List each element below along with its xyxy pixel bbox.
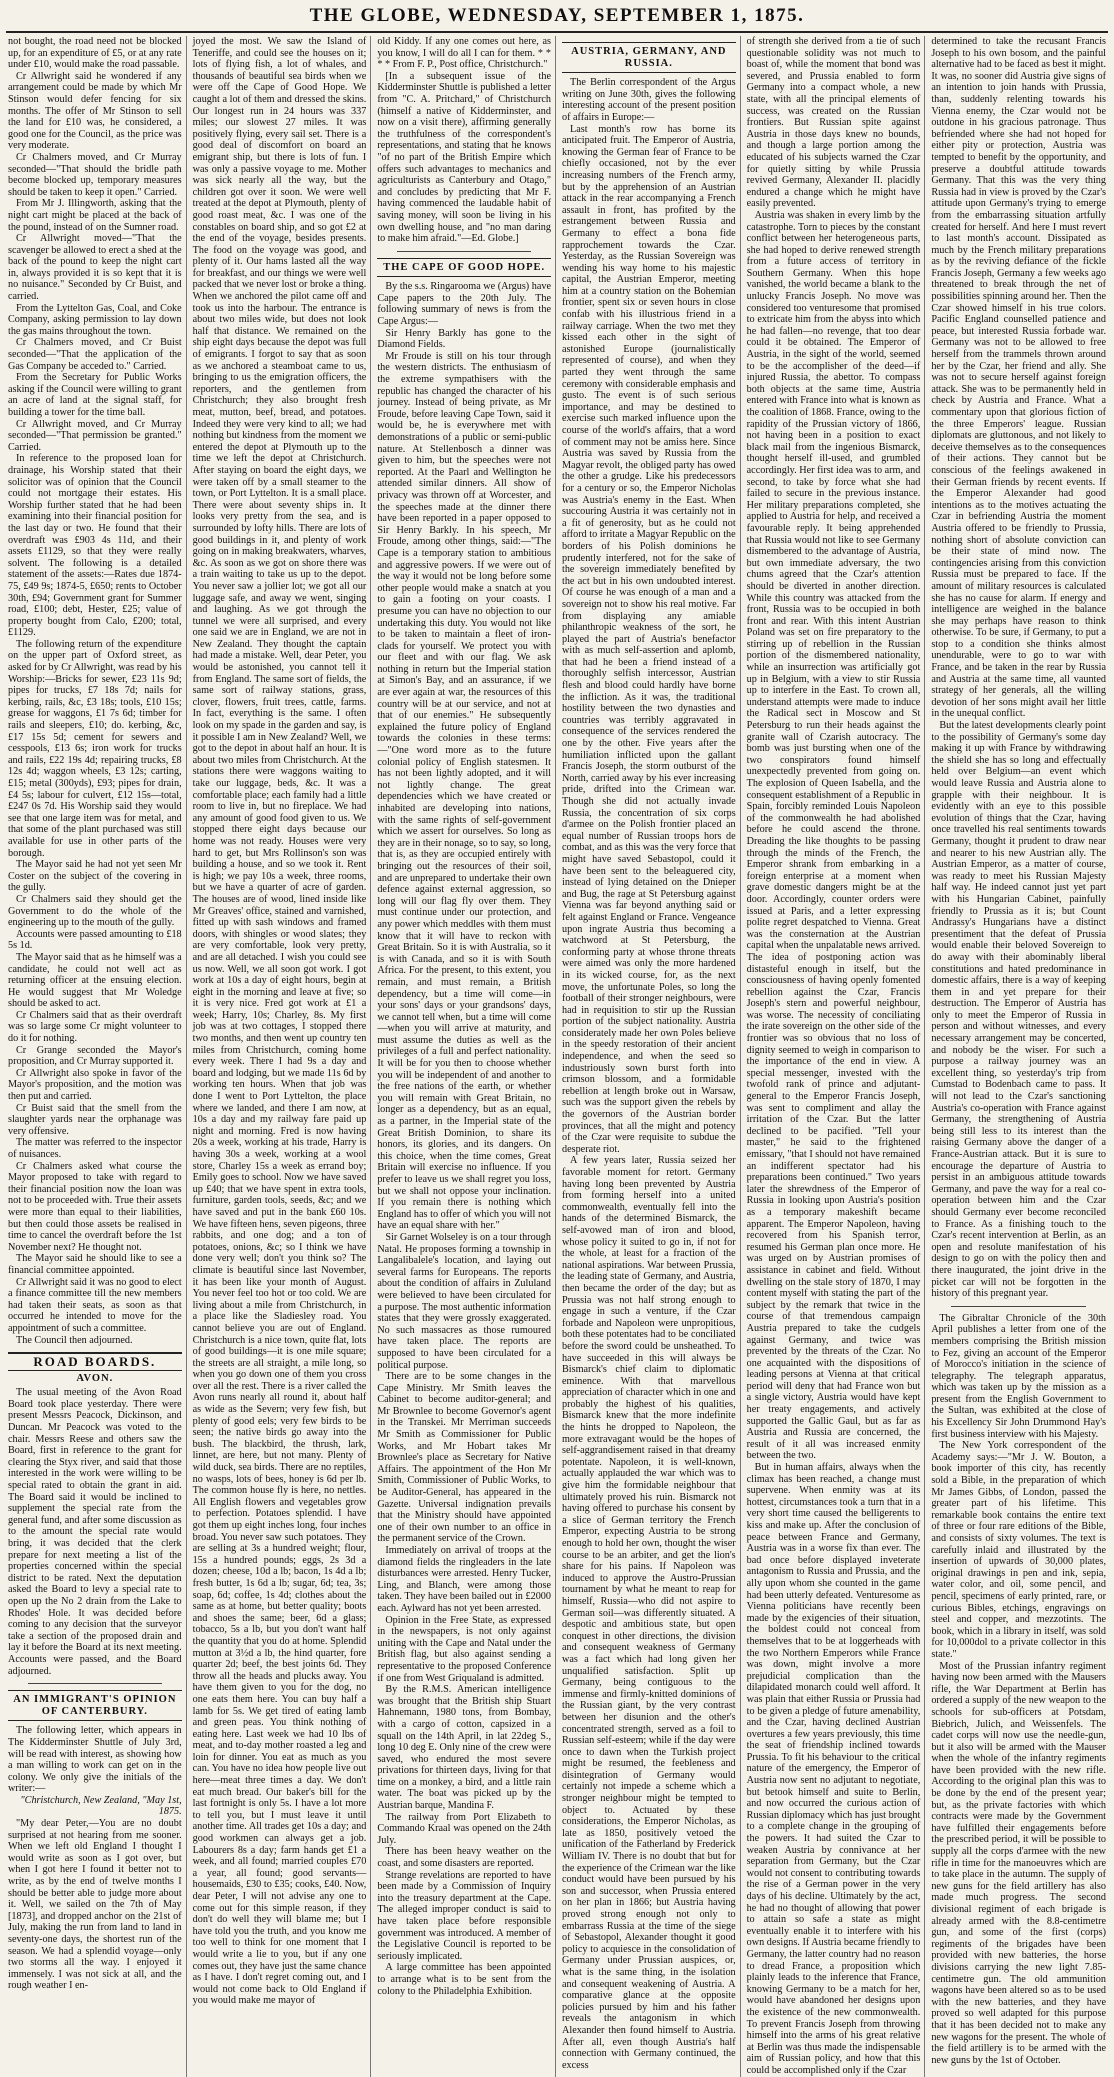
- column-1-body: [8, 36, 182, 1346]
- section-subheading-avon: AVON.: [76, 1372, 114, 1384]
- paragraph: "My dear Peter,—You are no doubt surprised at not hearing from me sooner. When we left old England I thought I would write as soon as I got over, but when I got here I found it better not to write, as by the end of twelve months I should be better able to judge more about it. Well, we sailed on the 7th of May [1873], and dropped anchor on the 21st of July, making the run from land to land in seventy-one days, the shortest run of the season. We had a splendid voyage—only two storms all the way. I enjoyed it immensely. I was not sick at all, and the rough weather I en-: [8, 1818, 182, 1992]
- paragraph: Cr Allwright moved—"That the scavenger be allowed to erect a shed at the back of the pound to keep the night cart in, always provided it is so kept that it is no nuisance." Seconded by Cr Buist, and carried.: [8, 233, 182, 303]
- paragraph: Austria was shaken in every limb by the catastrophe. Torn to pieces by the constant conflict between her heterogeneous parts, she had hoped to derive renewed strength from a future access of territory in Southern Germany. When this hope vanished, the world became a blank to the unlucky Francis Joseph. No move was considered too venturesome that promised to extricate him from the abyss into which he had fallen—no revenge, that too dear could it be obtained. The Emperor of Austria, in the sight of the world, seemed to be the accomplisher of the deed—if injured Russia, the abettor. To compass both objects at the same time, Austria entered with France into what is known as the coalition of 1868. France, owing to the rapidity of the Prussian victory of 1866, not having been in a position to exact black mail from the ingenious Bismarck, thought herself ill-used, and grumbled accordingly. Her first idea was to arm, and second, to take by force what she had failed to secure in the previous instance. Her military preparations completed, she applied to Austria for help, and received a favourable reply. It being apprehended that Russia would not like to see Germany dismembered to the advantage of Austria, but own immediate adversary, the two chums agreed that the Czar's attention should be diverted in another direction. While this country was attacked from the front, Russia was to be occupied in both front and rear. With this intent Austrian Poland was set on fire preparatory to the stirring up of rebellion in the Russian portion of the dismembered nationality, while an insurrection was artificially got up in Belgium, with a view to stir Russia up to interfere in the East. To crown all, understand attempts were made to induce the Radical sect in Moscow and St Petersburg to run their heads against the granite wall of Czarish autocracy. The bomb was just bursting when one of the two conspirators found himself unexpectedly prevented from going on. The explosion of Queen Isabella, and the consequent establishment of a Republic in Spain, forcibly reminded Louis Napoleon of the commonwealth he had abolished before he could ascend the throne. Dreading the like thoughts to be passing through the minds of the French, the Emperor shrank from embarking in a foreign enterprise at a moment when grave domestic dangers might be at the door. Accordingly, counter orders were issued at Paris, and a letter expressing polite regret despatched to Vienna. Great was the consternation at the Austrian capital when the unpalatable news arrived. The idea of postponing action was distasteful enough in itself, but the consciousness of having openly fomented rebellion against the Czar, Francis Joseph's stern and powerful neighbour, was worse. The necessity of conciliating the irate sovereign on the other side of the frontier was so obvious that no loss of dignity seemed to weigh in comparison to the importance of the end in view. A special messenger, invested with the twofold rank of prince and adjutant-general to the Emperor Francis Joseph, was sent to compliment and allay the irritation of the Czar. But the latter declined to be pacified. "Tell your master," he said to the frightened emissary, "that I should not have remained an indifferent spectator had his preparations been continued." Two years later the shrewdness of the Emperor of Russia in looking upon Austria's position as a temporary makeshift became apparent. The Emperor Napoleon, having recovered from his Spanish terror, resumed his German plan once more. He was urged on by Austrian promises of assistance in cabinet and field. Without dwelling on the stale story of 1870, I may content myself with stating the part of the subject by the remark that twice in the course of that tremendous campaign Austria prepared to take the cudgels against Germany, and twice was prevented by the threats of the Czar. No one acquainted with the dispositions of leading persons at Vienna at that critical period will deny that had France won but a single victory, Austria would have kept her treaty engagements, and actively supported the Gallic Gaul, but as far as Austria and Russia are concerned, the result of it all was increased enmity between the two.: [746, 209, 921, 1462]
- paragraph: From the Lyttelton Gas, Coal, and Coke Company, asking permission to lay down the gas mains throughout the town.: [8, 302, 182, 337]
- section-divider: [28, 1683, 162, 1684]
- paragraph: But in human affairs, always when the climax has been reached, a change must supervene. When enmity was at its hottest, circumstances took a turn that in a very short time caused the belligerents to kiss and make up. After the conclusion of peace between France and Germany, Austria was in a worse fix than ever. The bad once before displayed inveterate antagonism to Russia and Prussia, and the ally upon whom she counted in the game had been utterly defeated. Venturesome as Vienna politicians have recently been made by the exigencies of their situation, the boldest could not conceal from themselves that to be at loggerheads with the two Northern Emperors while France was down, might involve a more prejudicial complication than the dilapidated monarch could well afford. It was plain that either Russia or Prussia had to be given a pledge of future amenability, and the Czar, having declined Austrian overtures a few years previously, this time the seat of friendship inclined towards Prussia. To fit his behaviour to the critical nature of the emergency, the Emperor of Austria now sent no adjutant to negotiate, but betook himself and suite to Berlin, and now occurred the curious action of Russian diplomacy which has just brought to a complete change in the grouping of the powers. It had suited the Czar to weaken Austria by connivance at her separation from Germany, but the Czar would not consent to contributing towards the rise of a German power in the very days of his decline. Ultimately by the act, he had no thought of allowing that power to attain so safe a state as might eventually enable it to interfere with his own designs. If Austria became friendly to Germany, the latter country had no reason to dread France, a proposition which plainly leads to the inference that France, knowing Germany to be a match for her, would have abandoned her designs upon the existence of the new commonwealth. To prevent Francis Joseph from throwing himself into the arms of his great relative at Berlin was thus made the indispensable aim of Russian policy, and how that this could be accomplished only if the Czar: [746, 1462, 921, 2076]
- paragraph: Cr Chalmers moved, and Cr Buist seconded—"That the application of the Gas Company be acceded to." Carried.: [8, 337, 182, 372]
- paragraph: A large committee has been appointed to arrange what is to be sent from the colony to the Philadelphia Exhibition.: [377, 1962, 551, 1997]
- column-3: [375, 36, 556, 2077]
- paragraph: Sir Henry Barkly has gone to the Diamond Fields.: [377, 327, 551, 351]
- paragraph: Immediately on arrival of troops at the diamond fields the ringleaders in the late disturbances were arrested. Henry Tucker, Ling, and Blanch, were among those taken. They have been bailed out in £2000 each. Aylward has not yet been arrested.: [377, 1545, 551, 1614]
- paragraph: The usual meeting of the Avon Road Board took place yesterday. There were present Messrs Peacock, Dickinson, and Duncan. Mr Peacock was voted to the chair. Messrs Reese and others saw the Board, first in reference to the grant for clearing the Styx river, and said that those interested in the work were willing to be special rated to obtain the grant in aid. The Board said it would be inclined to supplement the special rate from the general fund, and after some discussion as to the amount the special rate would bring, it was decided that the clerk prepare for next meeting a list of the properties concerned within the special district to be rated. Next the deputation asked the Board to levy a special rate to open up the No 2 drain from the Lake to Rhodes' Hole. It was decided before coming to any decision that the surveyor take a section of the proposed drain and lay it before the Board at its next meeting. Accounts were passed, and the Board adjourned.: [8, 1387, 182, 1677]
- masthead-rule: [6, 31, 1108, 33]
- paragraph: [In a subsequent issue of the Kidderminster Shuttle is published a letter from "C. A. Pritchard," of Christchurch (himself a native of Kidderminster, and now on a visit there), affirming generally the truthfulness of the correspondent's representations, and stating that he knows "of no part of the British Empire which offers such advantages to mechanics and agriculturists as Canterbury and Otago," and concludes by predicting that Mr F. having commenced the laudable habit of saving money, will soon be living in his own dwelling house, and "no man daring to make him afraid."—Ed. Globe.]: [377, 70, 551, 245]
- paragraph: Last month's row has borne its anticipated fruit. The Emperor of Austria, knowing the German fear of France to be chiefly occasioned, not by the ever increasing numbers of the French army, but by the apprehension of an Austrian attack in the rear accompanying a French assault in front, has profited by the estrangement between Russia and Germany to effect a bona fide rapprochement towards the Czar. Yesterday, as the Russian Sovereign was wending his way home to his majestic capital, the Austrian Emperor, meeting him at a country station on the Bohemian frontier, spent six or seven hours in close confab with his illustrious friend in a railway carriage. When the two met they kissed each other in the sight of astonished Europe (journalistically represented of course), and when they parted they went through the same ceremony with considerable emphasis and gusto. The event is of such serious importance, and may be destined to exercise such marked influence upon the course of the world's affairs, that a word of comment may not be amiss here. Since Austria was saved by Russia from the Magyar revolt, the obliged party has owed the other a grudge. Like his predecessors for a century or so, the Emperor Nicholas was Austria's enemy in the East. When succouring Austria it was certainly not in a fit of generosity, but as he could not afford to irritate a Magyar Republic on the borders of his Polish dominions he prudently interfered, not for the sake of the sovereign immediately benefited by the act but in his own undoubted interest. Of course he was enough of a man and a sovereign not to show his real motive. Far from displaying any amiable philanthropic weakness of the sort, he played the part of Austria's benefactor with as much self-assertion and aplomb, that had he been a friend instead of a thoroughly selfish intercessor, Austrian flesh and blood could hardly have borne the infliction. As it was, the traditional hostility between the two dynasties and countries was terribly aggravated in consequence of the services rendered the one by the other. Five years after the humiliation inflicted upon the gallant Francis Joseph, the storm outburst of the North, carried away by his ever increasing pride, drifted into the Crimean war. Though she did not actually invade Russia, the concentration of six corps d'armee on the Polish frontier placed an equal number of Russian troops hors de combat, and as this was the very force that might have saved Sebastopol, could it have been sent to the beleaguered city, instead of lying detained on the Dnieper and Bug, the rage at St Petersburg against Vienna was far beyond anything said or felt against England or France. Vengeance upon ingrate Austria thus becoming a watchword at St Petersburg, the conforming party at whose throne threats were aimed was only the more hardened in its wicked course, for, as the next move, the unfortunate Poles, so long the football of their stronger neighbours, were had in requisition to stir up the Russian portion of the subject nationality. Austria considerately made her own Poles believe in the speedy restoration of their ancient independence, and when the seed so industriously sown burst forth into crimson blossom, and a formidable rebellion at length broke out in Warsaw, such was the support given the rebels by the governors of the Austrian border provinces, that all the might and potency of the Czar were requisite to subdue the desperate riot.: [562, 123, 736, 1155]
- paragraph: Cr Chalmers moved, and Cr Murray seconded—"That should the bridle path become blocked up, temporary measures should be taken to keep it open." Carried.: [8, 151, 182, 198]
- paragraph: Opinion in the Free State, as expressed in the newspapers, is not only against uniting with the Cape and Natal under the British flag, but also against sending a representative to the proposed Conference if one from West Griqualand is admitted.: [377, 1614, 551, 1684]
- paragraph: A few years later, Russia seized her favorable moment for retort. Germany having long been prevented by Austria from forming herself into a united commonwealth, eventually fell into the hands of the determined Bismarck, the self-avowed man of iron and blood, whose policy it suited to go in, if not for the whole, at least for a fraction of the national aspirations. War between Prussia, the leading state of Germany, and Austria, then became the order of the day; but as Prussia was not half strong enough to engage in such a venture, if the Czar forbade and Napoleon were unpropitious, both these potentates had to be conciliated before the sword could be unsheathed. To have succeeded in this will always be Bismarck's chief claim to diplomatic eminence. With that marvellous appreciation of character which in one and probably the highest of his qualities, Bismarck knew that the more indefinite the hints he dropped to Napoleon, the more extravagant would be the hopes of self-aggrandisement raised in that dreamy potentate. Napoleon, it is well-known, actually applauded the war which was to give him the formidable neighbour that ultimately proved his ruin. Bismarck not having offered to purchase his consent by a slice of German territory the French Emperor, expecting Austria to be strong enough to hold her own, thought the wiser course to be an arbiter, and get the lion's share for his pains. If Napoleon was induced to approve the Austro-Prussian tournament by what he meant to reap for himself, Russia—who did not aspire to German soil—was differently situated. A despotic and ambitious state, but open conquest in other directions, the division and consequent weakness of Germany was a fact which had long given her unqualified satisfaction. Split up Germany, being contiguous to the immense and firmly-knitted dominions of the Russian giant, by the very contrast between her disunion and the other's concentrated strength, served as a foil to Russian self-esteem; while if the day were once to dawn when the Turkish project might be resumed, the feebleness and disintegration of Germany would certainly not impede a scheme which a stronger neighbour might be tempted to object to. Actuated by these considerations, the Emperor Nicholas, as late as 1850, positively vetoed the unification of the Fatherland by Frederick William IV. There is no doubt that but for the experience of the Crimean war the like conduct would have been pursued by his son and successor, when Prussia entered on her plan in 1866; but Austria having proved strong enough not only to embarrass Russia at the time of the siege of Sebastopol, Alexander thought it good policy to acquiesce in the consolidation of Germany under Prussian auspices, or, what is the same thing, in the isolation and consequent weakening of Austria. A comparative glance at the opposite policies pursued by him and his father reveals the antagonism in which Alexander then found himself to Austria. After all, even though Austria's half connection with Germany continued, the excess: [562, 1155, 736, 2071]
- column-5: [745, 36, 926, 2077]
- paragraph: Cr Allwright moved, and Cr Murray seconded—"That permission be granted." Carried.: [8, 418, 182, 453]
- paragraph: Mr Froude is still on his tour through the western districts. The enthusiasm of the extreme sympathisers with the republic has changed the character of his journey. Instead of being private, as Mr Froude, before leaving Cape Town, said it would be, he is everywhere met with demonstrations of a public or semi-public nature. At Stellenbosch a dinner was given to him, but the speeches were not reported. At the Paarl and Wellington he attended similar dinners. All show of privacy was thrown off at Worcester, and the speeches made at the dinner there have been reported in a paper opposed to Sir Henry Barkly. In his speech, Mr Froude, among other things, said:—"The Cape is a temporary station to ambitious and aggressive powers. If we were out of the way it would not be long before some other people would make a snatch at you to gain a footing on your coasts. I presume you can have no objection to our undertaking this duty. You would not like to be taken to maintain a fleet of iron-clads for yourself. We protect you with our fleet and with our flag. We ask nothing in return but the Imperial station at Simon's Bay, and an assurance, if we are ever again at war, the resources of this country will be at our service, and not at that of our enemies." He subsequently explained the future policy of England towards the colonies in these terms:—"One word more as to the future colonial policy of English statesmen. It has not been lightly adopted, and it will not lightly change. The great dependencies which we have created or inhabited are developing into nations, with the same rights of self-government which we assert for ourselves. So long as they are in their nonage, so to say, so long, that is, as they are occupied entirely with bringing out the resources of their soil, and are unprepared to undertake their own defence against external aggression, so long will our flag fly over them. They must continue under our protection, and any power which meddles with them must know that it will have to reckon with Great Britain. So it is with Australia, so it is with Canada, and so it is with South Africa. For the present, to this extent, you remain, and must remain, a British dependency, but a time will come—in your sons' days or your grandsons' days, we cannot tell when, but a time will come—when you will arrive at maturity, and must assume the duties as well as the privileges of a full and perfect nationality. It will be for you then to choose whether you will be independent of and another to the free nations of the earth, or whether you will remain with Great Britain, no longer as a dependency, but as an equal, as a partner, in the Imperial state of the Great British Dominion, to share its honors, its glories, and its dangers. On this choice, when the time comes, Great Britain will exercise no influence. If you prefer to leave us we shall regret you loss, but we shall not oppose your inclination. If you remain there is nothing which England has to offer of which you will not have an equal share with her.": [377, 350, 551, 1232]
- section-divider: [397, 251, 531, 252]
- masthead: [0, 0, 1114, 30]
- paragraph: Sir Garnet Wolseley is on a tour through Natal. He proposes forming a township in Langalibalele's location, and laying out several farms for Europeans. The reports about the condition of affairs in Zululand were believed to have been circulated for a purpose. The most authentic information states that they were grossly exaggerated. No such massacres as those rumoured have taken place. The reports are supposed to have been circulated for a political purpose.: [377, 1231, 551, 1371]
- paragraph: But the latest developments clearly point to the possibility of Germany's some day making it up with France by withdrawing the shield she has so long and effectually held over Belgium—an event which would leave Russia and Austria alone to grapple with their neighbour. It is evidently with an eye to this possible evolution of things that the Czar, having once travelled his real sentiments towards Germany, thought it prudent to draw near and nearer to his new Austrian ally. The Austrian Emperor, as a matter of course, was ready to meet his Russian Majesty half way. He indeed cannot just yet part with his Hungarian Cabinet, painfully friendly to Prussia as it is; but Count Andrassy's Hungarians have a distinct presentiment that the defeat of Prussia would enable their beloved Sovereign to do away with their abominably liberal constitutions and hated predominance in domestic affairs, there is a way of keeping them in and yet prepare for their destruction. The Emperor of Austria has only to meet the Emperor of Russia in person and without witnesses, and every necessary arrangement may be concerted, and nobody be the wiser. For such a purpose a railway journey was an excellent thing, so yesterday's trip from Cumstad to Bodenbach came to pass. It will not lead to the Czar's sanctioning Austria's co-operation with France against Germany, the strengthening of Austria being still less to its interest than the raising Germany above the danger of a France-Austrian attack. But it is sure to encourage the departure of Austria to persist in an ambiguous attitude towards Germany, and pave the way for a real co-operation between him and the Czar should Germany ever become reconciled to France. As a finishing touch to the Czar's recent intervention at Berlin, as an open and resolute manifestation of his design to go on with the policy then and there inaugurated, the joint drive in the picket car will not be forgotten in the history of this pregnant year.: [931, 720, 1106, 1300]
- paragraph: There are to be some changes in the Cape Ministry. Mr Smith leaves the Cabinet to become auditor-general; and Mr Brownlee to become Governor's agent in the Transkei. Mr Merriman succeeds Mr Smith as Commissioner for Public Works, and Mr Hobart takes Mr Brownlee's place as Secretary for Native Affairs. The appointment of the Hon Mr Smith, Commissioner of Public Works, to be Auditor-General, has appeared in the Gazette. Universal indignation prevails that the Ministry should have appointed one of their own number to an office in the permanent service of the Crown.: [377, 1371, 551, 1545]
- paragraph: The Berlin correspondent of the Argus writing on June 30th, gives the following interesting account of the present position of affairs in Europe:—: [562, 77, 736, 123]
- paragraph: The following letter, which appears in The Kidderminster Shuttle of July 3rd, will be read with interest, as showing how a man willing to work can get on in the colony. We only give the initials of the writer:—: [8, 1725, 182, 1795]
- paragraph: Cr Allwright said he wondered if any arrangement could be made by which Mr Stinson would defer fencing for six months. The offer of Mr Stinson to sell the land for £10 was, he considered, a good one for the Council, as the price was very moderate.: [8, 70, 182, 152]
- paragraph: Cr Chalmers said they should get the Government to do the whole of the engineering up to the mouth of the gully.: [8, 893, 182, 929]
- paragraph: The railway from Port Elizabeth to Commando Kraal was opened on the 24th July.: [377, 1811, 551, 1846]
- letter-dateline: "Christchurch, New Zealand, "May 1st, 1875.: [20, 1794, 182, 1818]
- masthead-title: THE GLOBE, WEDNESDAY, SEPTEMBER 1, 1875.: [309, 5, 805, 26]
- column-6: [929, 36, 1110, 2077]
- paragraph: There has been heavy weather on the coast, and some disasters are reported.: [377, 1846, 551, 1870]
- section-divider: [951, 1306, 1086, 1307]
- paragraph: Cr Allwright also spoke in favor of the Mayor's proposition, and the motion was then put and carried.: [8, 1067, 182, 1103]
- column-4: [560, 36, 741, 2077]
- paragraph: Cr Allwright said it was no good to elect a finance committee till the new members had taken their seats, as soon as that occurred he intended to move for the appointment of such a committee.: [8, 1276, 182, 1334]
- paragraph: Strange revelations are reported to have been made by a Commission of Inquiry into the treasury department at the Cape. The alleged improper conduct is said to have taken place before responsible government was introduced. A member of the Legislative Council is reported to be seriously implicated.: [377, 1869, 551, 1962]
- paragraph: Cr Chalmers asked what course the Mayor proposed to take with regard to their financial position now the loan was not to be proceeded with. True their assets were more than equal to their liabilities, but then could those assets be realised in time to cancel the overdraft before the 1st November next? He thought not.: [8, 1160, 182, 1253]
- paragraph: The matter was referred to the inspector of nuisances.: [8, 1137, 182, 1160]
- section-heading-cape-of-good-hope: THE CAPE OF GOOD HOPE.: [377, 258, 551, 278]
- paragraph: joyed the most. We saw the Island of Teneriffe, and could see the houses on it; lots of flying fish, a lot of whales, and thousands of beautiful sea birds when we were off the Cape of Good Hope. We caught a lot of them and dressed the skins. Our longest run in 24 hours was 337 miles; our slowest 27 miles. It was positively flying, every sail set. There is a good deal of discomfort on board an emigrant ship, but there is lots of fun. I was only a passive voyage to me. Mother was sick nearly all the way, but the children got over it soon. We were well treated at the depot at Plymouth, plenty of good roast meat, &c. I was one of the constables on board ship, and so got £2 at the end of the voyage, besides presents. The food on the voyage was good, and plenty of it. Our hams lasted all the way for breakfast, and our things we were well packed that we never lost or broke a thing. When we anchored the pilot came off and took us into the harbour. The entrance is about two miles wide, but does not look half that distance. We remained on the ship eight days because the depot was full of emigrants. I forgot to say that as soon as we anchored a steamboat came to us, bringing to us the emigration officers, the reporters, and the gentlemen from Christchurch; they also brought fresh meat, mutton, beef, bread, and potatoes. Indeed they were very kind to all; we had nothing but kindness from the moment we entered the depot at Plymouth up to the time we left the depot at Christchurch. After staying on board the eight days, we were taken off by a small steamer to the town, or Port Lyttelton. It is a small place. There were about seventy ships in. It looks very pretty from the sea, and is surrounded by lofty hills. There are lots of good buildings in it, and plenty of work going on in making breakwaters, wharves, &c. As soon as we got on shore there was a train waiting to take us up to the depot. You never saw a jollier lot; we got all our luggage safe, and away we went, singing and laughing. As we got through the tunnel we were all surprised, and every one said we are in England, we are not in New Zealand. They thought the captain had made a mistake. Well, dear Peter, you would be astonished, you cannot tell it from England. The same sort of fields, the same sort of railway stations, grass, clover, flowers, fruit trees, cattle, farms. In fact, everything is the same. I often look on my spade in the garden and say, is it possible I am in New Zealand? Well, we got to the depot in about half an hour. It is about two miles from Christchurch. At the stations there were waggons waiting to take our luggage, beds, &c. It was a comfortable place; each family had a little room to live in, but no fireplace. We had any amount of good food given to us. We stopped there eight days because our home was not ready. Houses were very hard to get, but Mrs Rollinson's son was building a house, and so we took it. Rent is high; we pay 10s a week, three rooms, but we have a quarter of acre of garden. The houses are of wood, lined inside like Mr Greaves' office, stained and varnished, fitted up with sash windows and framed doors, with shingles or wood slates; they are very comfortable, look very pretty, and are all detached. I wish you could see us now. Well, we all soon got work. I got work at 10s a day of eight hours, begin at eight in the morning and leave at five; so it is very nice. Fred got work at £1 a week; Harry, 10s; Charley, 8s. My first job was at two cottages, I stopped there two months, and then went up country ten miles from Christchurch, coming home every week. There I had 9s a day and board and lodging, but we made 11s 6d by working ten hours. When that job was done I went to Port Lyttelton, the place where we landed, and there I am now, at 10s a day and my railway fare paid up night and morning. Fred is now having 20s a week, working at his trade, Harry is having 30s a week, working at a wool store, Charley 15s a week as errand boy; Emily goes to school. Now we have saved up £40; that we have spent in extra tools, furniture, garden tools, seeds, &c; and we have saved and put in the bank £60 10s. We have fifteen hens, seven pigeons, three rabbits, and one dog; and a ton of potatoes, onions, &c; so I think we have done very well; don't you think so? The climate is beautiful since last November, it has been like your month of August. You never feel too hot or too cold. We are living about a mile from Christchurch, in a place like the Sladiesley road. You cannot believe you are out of England. Christchurch is a nice town, quite flat, lots of good buildings—it is one mile square; the streets are all straight, a mile long, so when you go down one of them you cross over all the rest. There is a river called the Avon runs nearly all round it, about half as wide as the Severn; very few fish, but plenty of good eels; very few birds to be seen; the native birds go away into the bush. The blackbird, the thrush, lark, linnet, are here, but not many. Plenty of wild duck, sea birds. There are no reptiles, no wasps, lots of bees, honey is 6d per lb. The common house fly is here, no nettles. All English flowers and vegetables grow to perfection. Potatoes splendid. I have got them up eight inches long, four inches broad. You never saw such potatoes. They are selling at 3s a hundred weight; flour, 15s a hundred pounds; eggs, 2s 3d a dozen; cheese, 10d a lb; bacon, 1s 4d a lb; fresh butter, 1s 6d a lb; sugar, 6d; tea, 3s; soap, 6d; coffee, 1s 4d; clothes about the same as at home, but better quality; boots and shoes the same; beer, 6d a glass; tobacco, 5s a lb, but you don't want half the quantity that you do at home. Splendid mutton at 3½d a lb, the hind quarter, fore quarter 2d; beef, the best joints 6d. They throw all the heads and plucks away. You have them given to you for the dog, no one eats them here. You can buy half a lamb for 5s. We get tired of eating lamb and green peas. You think nothing of eating here. Last week we had 10 lbs of meat, and to-day mother roasted a leg and loin for dinner. You eat as much as you can. You have no idea how people live out here—meat three times a day. We don't eat much bread. Our baker's bill for the last fortnight is only 5s. I have a lot more to tell you, but I must leave it until another time. All trades get 10s a day; and good workmen can always get a job. Labourers 8s a day; farm hands get £1 a week, and all found; married couples £70 a year, all found; good servants—housemaids, £30 to £35; cooks, £40. Now, dear Peter, I will not advise any one to come out for this simple reason, if they don't do well they will blame me; but I have told you the truth, and you know me too well to think for one moment that I would write a lie to you, but if any one comes out, they have just the same chance as I have. I don't regret coming out, and I would not come back to Old England if you would make me mayor of: [192, 36, 367, 2007]
- paragraph: The Mayor said he should like to see a financial committee appointed.: [8, 1253, 182, 1276]
- newspaper-columns: [6, 36, 1110, 2076]
- paragraph: The Gibraltar Chronicle of the 30th April publishes a letter from one of the members comprising the British mission to Fez, giving an account of the Emperor of Morocco's initiation in the science of telegraphy. The telegraph apparatus, which was taken up by the mission as a present from the English Government to the Sultan, was exhibited at the close of his Excellency Sir John Drummond Hay's first business interview with his Majesty.: [931, 1312, 1106, 1440]
- paragraph: Cr Buist said that the smell from the slaughter yards near the orphanage was very offensive.: [8, 1102, 182, 1137]
- paragraph: The following return of the expenditure on the upper part of Oxford street, as asked for by Cr Allwright, was read by his Worship:—Bricks for sewer, £23 11s 9d; pipes for trucks, £7 18s 7d; nails for kerbing, rails, &c, £3 18s; tools, £10 15s; grease for waggons, £1 7s 6d; timber for rails and sleepers, £10; do. kerbing, &c, £17 15s 5d; cement for sewers and cesspools, £13 6s; iron work for trucks and rails, £22 19s 4d; repairing trucks, £8 12s 4d; waggon wheels, £3 12s; carting, £15; metal (300yds), £93; pipes for drain, £4 5s; labour for culvert, £12 15s—total, £247 0s 7d. His Worship said they would see that one large item was for metal, and that some of the plant purchased was still available for use in other parts of the borough.: [8, 638, 182, 859]
- column-2: [191, 36, 372, 2077]
- paragraph: determined to take the recusant Francis Joseph to his own bosom, and the painful alternative had to be faced as best it might. It was, no sooner did Austria give signs of an intention to join hands with Prussia, than, suddenly relenting towards his Vienna enemy, the Czar would not be outdone in his gracious patronage. Thus befriended where she had not hoped for either pity or protection, Austria was tempted to benefit by the opportunity, and preserve a doubtful attitude towards Germany. That this was the very thing Russia had in view is proved by the Czar's attitude upon Germany's trying to emerge from the embarrassing situation artfully created for herself. And here I must revert to last month's account. Dissipated as much by the French military preparations as by the reviving defiance of the fickle Francis Joseph, Germany a few weeks ago threatened to break through the net of possibilities spinning around her. Then the Czar showed himself in his true colors. Pacific England counselled patience and peace, but interested Russia forbade war. Germany was not to be allowed to free herself from the trammels thrown around her by the Czar, her friend and ally. She was not to secure herself against foreign attack. She was to be permanently held in check by Austria and France. What a commentary upon that glorious fiction of the three Emperors' league. Russian diplomats are gluttonous, and not likely to deceive themselves as to the consequences of their actions. They cannot but be conscious of the feelings awakened in their German friends by recent events. If the Emperor Alexander had good intentions as to the motives actuating the Czar in befriending Austria the moment Austria offered to be friendly to Prussia, nothing short of absolute conviction can be their state of mind now. The contingencies arising from this conviction Russia must be prepared to face. If the amount of military resources is calculated she has no cause for alarm. If energy and intelligence are weighed in the balance she may perhaps have reason to think otherwise. To be sure, if Germany, to put a stop to a condition she thinks almost unendurable, were to go to war with France, and be taken in the rear by Russia and Austria at the same time, all vaunted strategy of her generals, all the willing devotion of her sons might avail her little in the unequal conflict.: [931, 36, 1106, 720]
- paragraph: The Council then adjourned.: [16, 1334, 133, 1346]
- paragraph: Most of the Prussian infantry regiment having now been armed with the Mausers rifle, the War Department at Berlin has ordered a supply of the new weapon to the schools for sub-officers at Potsdam, Biebrich, Julich, and Weissenfels. The cadet corps will now use the needle-gun, but it also will be armed with the Mauser when the whole of the infantry regiments have been provided with the new rifle. According to the original plan this was to be done by the end of the present year; but, as the private factories with which contracts were made by the Government have fulfilled their engagements before the prescribed period, it will be possible to supply all the corps d'armee with the new rifle in time for the manoeuvres which are to take place in the autumn. The supply of new guns for the field artillery has also made much progress. The second divisional regiment of each brigade is already armed with the 8.8-centimetre gun, and some of the first (corps) regiments of the brigades have been provided with new batteries, the horse divisions carrying the new light 7.85-centimetre gun. The old ammunition wagons have been altered so as to be used with the new batteries, and they have proved so well adapted for this purpose that it has been decided not to make any new wagons for the present. The whole of the field artillery is to be armed with the new guns by the 1st of October.: [931, 1660, 1106, 2066]
- paragraph: From Mr J. Illingworth, asking that the night cart might be placed at the back of the pound, instead of on the Sumner road.: [8, 198, 182, 233]
- paragraph: of strength she derived from a tie of such questionable solidity was not much to boast of, while the moment that bond was severed, and Prussia enabled to form Germany into a compact whole, a new state, with all the principal elements of success, was created on the Russian frontiers. But Russian spite against Austria in those days knew no bounds, and though a large portion among the educated of his subjects warned the Czar for quietly sitting by while Prussia revived Germany, Alexander II. placidly endured a change which he might have easily prevented.: [746, 36, 921, 210]
- paragraph: By the s.s. Ringarooma we (Argus) have Cape papers to the 20th July. The following summary of news is from the Cape Argus:—: [377, 281, 551, 328]
- paragraph: Cr Chalmers said that as their overdraft was so large some Cr might volunteer to do it for nothing.: [8, 1009, 182, 1045]
- paragraph: In reference to the proposed loan for drainage, his Worship stated that their solicitor was of opinion that the Council could not mortgage their estates. His Worship further stated that he had been examining into their financial position for the last day or two. He found that their overdraft was £903 4s 11d, and their assets £1129, so that they were really solvent. The following is a detailed statement of the assets:—Rates due 1874-75, £49 9s; 1874-5, £650; rents to October 30th, £94; Government grant for Summer road, £100; debt, Hester, £25; value of property bought from Calo, £200; total, £1129.: [8, 453, 182, 639]
- paragraph: not bought, the road need not be blocked up, for an expenditure of £5, or at any rate under £10, would make the road passable.: [8, 36, 182, 71]
- paragraph: Accounts were passed amounting to £18 5s 1d.: [8, 928, 182, 952]
- section-heading-immigrant-opinion: AN IMMIGRANT'S OPINION OF CANTERBURY.: [8, 1690, 182, 1721]
- section-heading-road-boards: ROAD BOARDS.: [8, 1352, 182, 1371]
- column-1: [6, 36, 187, 2077]
- paragraph: The Mayor said that as he himself was a candidate, he could not well act as returning officer at the ensuing election. He would suggest that Mr Woledge should be asked to act.: [8, 951, 182, 1010]
- paragraph: The Mayor said he had not yet seen Mr Coster on the subject of the covering in the gully.: [8, 859, 182, 894]
- paragraph: The New York correspondent of the Academy says:—"Mr J. W. Bouton, a book importer of this city, has recently sold a Bible, in the preparation of which Mr James Gibbs, of London, passed the greater part of his lifetime. This remarkable book contains the entire text of three or four rare editions of the Bible, and consists of sixty volumes. The text is carefully inlaid and illustrated by the insertion of upwards of 30,000 plates, original drawings in pen and ink, sepia, water color, and oil, some pencil, and pencil, specimens of early printed, rare, or curious Bibles, etchings, engravings on steel and copper, and mezzotints. The book, which in a library in itself, was sold for 10,000dol to a private collector in this state.": [931, 1440, 1106, 1660]
- paragraph: From the Secretary for Public Works asking if the Council were willing to grant an acre of land at the signal staff, for building a tower for the time ball.: [8, 372, 182, 418]
- paragraph: By the R.M.S. American intelligence was brought that the British ship Stuart Hahnemann, 1980 tons, from Bombay, with a cargo of cotton, capsized in a squall on the 14th April, in lat 22deg S., long 10 deg E. Only nine of the crew were saved, who endured the most severe privations for thirteen days, living for that time on a monkey, a bird, and a little rain water. The boat was picked up by the Austrian barque, Mandina F.: [377, 1684, 551, 1812]
- section-heading-austria-germany-russia: AUSTRIA, GERMANY, AND RUSSIA.: [562, 42, 736, 73]
- paragraph: old Kiddy. If any one comes out here, as you know, I will do all I can for them. * * * * From F. P., Post office, Christchurch.": [377, 36, 551, 71]
- paragraph: Cr Grange seconded the Mayor's proposition, and Cr Murray supported it.: [8, 1044, 182, 1068]
